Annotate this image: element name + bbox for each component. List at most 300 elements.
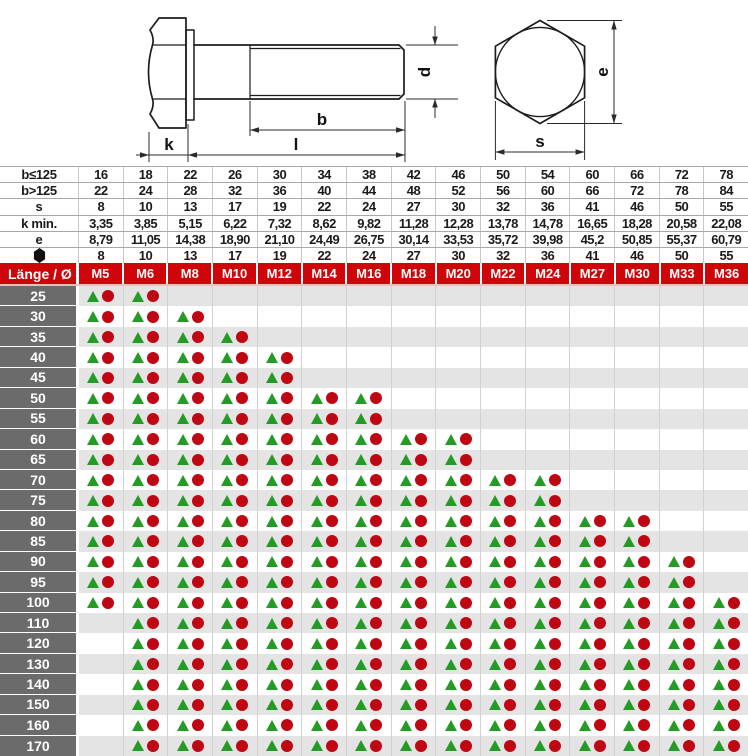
availability-cell <box>570 654 615 674</box>
triangle-icon <box>87 454 99 465</box>
availability-cell <box>615 511 660 531</box>
availability-cell <box>168 450 213 470</box>
dim-value: 55,37 <box>659 232 704 247</box>
availability-cell <box>436 736 481 756</box>
dim-value: 78 <box>703 167 748 182</box>
triangle-icon <box>132 454 144 465</box>
length-label: 25 <box>0 286 76 306</box>
triangle-icon <box>534 516 546 527</box>
dim-value: 36 <box>525 199 570 214</box>
circle-icon <box>594 719 606 731</box>
availability-cell <box>481 490 526 510</box>
triangle-icon <box>489 679 501 690</box>
matrix-row <box>0 613 748 633</box>
triangle-icon <box>668 556 680 567</box>
dim-value: 42 <box>391 167 436 182</box>
triangle-icon <box>132 516 144 527</box>
triangle-icon <box>489 495 501 506</box>
dim-value: 10 <box>123 248 168 263</box>
triangle-icon <box>489 720 501 731</box>
triangle-icon <box>445 434 457 445</box>
triangle-icon <box>266 536 278 547</box>
availability-cell <box>660 715 705 735</box>
availability-cell <box>481 654 526 674</box>
circle-icon <box>326 699 338 711</box>
circle-icon <box>415 576 427 588</box>
availability-cell <box>168 654 213 674</box>
availability-cell <box>347 613 392 633</box>
circle-icon <box>147 495 159 507</box>
circle-icon <box>147 433 159 445</box>
triangle-icon <box>579 740 591 751</box>
availability-cell <box>302 429 347 449</box>
circle-icon <box>192 495 204 507</box>
matrix-row <box>0 715 748 735</box>
triangle-icon <box>579 597 591 608</box>
availability-cell <box>392 593 437 613</box>
circle-icon <box>147 638 159 650</box>
triangle-icon <box>177 372 189 383</box>
circle-icon <box>102 515 114 527</box>
availability-cell <box>615 470 660 490</box>
circle-icon <box>415 495 427 507</box>
triangle-icon <box>177 516 189 527</box>
triangle-icon <box>132 475 144 486</box>
triangle-icon <box>221 434 233 445</box>
availability-cell <box>481 572 526 592</box>
matrix-row <box>0 347 748 367</box>
dim-value: 16 <box>78 167 123 182</box>
circle-icon <box>728 740 740 752</box>
triangle-icon <box>221 659 233 670</box>
availability-cell <box>526 286 571 306</box>
circle-icon <box>281 372 293 384</box>
hexagon-icon <box>33 248 46 263</box>
circle-icon <box>326 679 338 691</box>
availability-cell <box>79 347 124 367</box>
triangle-icon <box>400 495 412 506</box>
triangle-icon <box>221 372 233 383</box>
circle-icon <box>638 658 650 670</box>
triangle-icon <box>355 536 367 547</box>
triangle-icon <box>221 618 233 629</box>
triangle-icon <box>445 618 457 629</box>
availability-cell <box>570 593 615 613</box>
triangle-icon <box>177 740 189 751</box>
dim-value: 22 <box>167 167 212 182</box>
availability-cell <box>168 715 213 735</box>
availability-cell <box>570 613 615 633</box>
availability-cell <box>258 593 303 613</box>
circle-icon <box>415 658 427 670</box>
availability-cell <box>660 429 705 449</box>
availability-cell <box>704 531 748 551</box>
matrix-row <box>0 674 748 694</box>
circle-icon <box>683 576 695 588</box>
triangle-icon <box>266 679 278 690</box>
circle-icon <box>102 454 114 466</box>
triangle-icon <box>177 413 189 424</box>
triangle-icon <box>87 516 99 527</box>
triangle-icon <box>713 638 725 649</box>
availability-cell <box>570 388 615 408</box>
availability-cell <box>570 674 615 694</box>
matrix-column-header: M27 <box>571 263 616 284</box>
availability-cell <box>79 388 124 408</box>
circle-icon <box>549 576 561 588</box>
circle-icon <box>504 576 516 588</box>
dim-table-row <box>0 216 748 232</box>
triangle-icon <box>87 291 99 302</box>
dim-value: 8,79 <box>78 232 123 247</box>
availability-cell <box>570 511 615 531</box>
availability-cell <box>570 368 615 388</box>
matrix-column-header: M16 <box>347 263 392 284</box>
triangle-icon <box>534 659 546 670</box>
circle-icon <box>370 474 382 486</box>
triangle-icon <box>400 638 412 649</box>
triangle-icon <box>713 618 725 629</box>
circle-icon <box>594 658 606 670</box>
dim-row-label: b>125 <box>21 183 57 199</box>
triangle-icon <box>355 434 367 445</box>
circle-icon <box>415 638 427 650</box>
matrix-row <box>0 633 748 653</box>
circle-icon <box>728 638 740 650</box>
dim-value: 14,78 <box>525 216 570 231</box>
availability-cell <box>615 531 660 551</box>
circle-icon <box>504 556 516 568</box>
triangle-icon <box>355 740 367 751</box>
availability-cell <box>660 633 705 653</box>
circle-icon <box>638 617 650 629</box>
dim-value: 35,72 <box>480 232 525 247</box>
dim-value: 26,75 <box>346 232 391 247</box>
availability-cell <box>436 347 481 367</box>
circle-icon <box>281 413 293 425</box>
availability-cell <box>660 674 705 694</box>
availability-cell <box>660 593 705 613</box>
availability-cell <box>258 613 303 633</box>
availability-cell <box>124 429 169 449</box>
availability-cell <box>481 674 526 694</box>
circle-icon <box>504 658 516 670</box>
circle-icon <box>281 535 293 547</box>
circle-icon <box>326 658 338 670</box>
availability-cell <box>124 552 169 572</box>
dim-value: 20,58 <box>659 216 704 231</box>
triangle-icon <box>400 536 412 547</box>
dimension-table <box>0 166 748 263</box>
availability-cell <box>526 490 571 510</box>
dim-value: 22 <box>301 199 346 214</box>
availability-cell <box>570 572 615 592</box>
circle-icon <box>281 658 293 670</box>
circle-icon <box>236 638 248 650</box>
circle-icon <box>638 638 650 650</box>
triangle-icon <box>311 720 323 731</box>
triangle-icon <box>87 434 99 445</box>
dim-value: 9,82 <box>346 216 391 231</box>
circle-icon <box>147 556 159 568</box>
triangle-icon <box>266 659 278 670</box>
availability-cell <box>526 633 571 653</box>
availability-cell <box>481 695 526 715</box>
triangle-icon <box>445 720 457 731</box>
availability-cell <box>213 613 258 633</box>
triangle-icon <box>132 618 144 629</box>
circle-icon <box>281 617 293 629</box>
availability-cell <box>302 695 347 715</box>
availability-cell <box>258 674 303 694</box>
availability-cell <box>347 347 392 367</box>
triangle-icon <box>311 679 323 690</box>
circle-icon <box>370 638 382 650</box>
triangle-icon <box>534 495 546 506</box>
availability-cell <box>213 736 258 756</box>
availability-cell <box>302 654 347 674</box>
availability-cell <box>704 327 748 347</box>
dim-value: 28 <box>167 183 212 198</box>
dim-value: 27 <box>391 199 436 214</box>
availability-cell <box>213 286 258 306</box>
circle-icon <box>594 535 606 547</box>
availability-cell <box>436 511 481 531</box>
availability-cell <box>392 347 437 367</box>
availability-cell <box>347 327 392 347</box>
circle-icon <box>102 556 114 568</box>
availability-cell <box>168 531 213 551</box>
triangle-icon <box>221 536 233 547</box>
triangle-icon <box>87 475 99 486</box>
matrix-row <box>0 695 748 715</box>
availability-cell <box>570 736 615 756</box>
availability-cell <box>79 429 124 449</box>
circle-icon <box>281 699 293 711</box>
triangle-icon <box>489 699 501 710</box>
triangle-icon <box>623 618 635 629</box>
availability-cell <box>436 388 481 408</box>
dim-value: 32 <box>480 199 525 214</box>
circle-icon <box>192 515 204 527</box>
triangle-icon <box>221 740 233 751</box>
circle-icon <box>147 474 159 486</box>
triangle-icon <box>400 434 412 445</box>
circle-icon <box>147 290 159 302</box>
availability-cell <box>570 552 615 572</box>
triangle-icon <box>400 740 412 751</box>
matrix-column-header: M33 <box>661 263 706 284</box>
availability-cell <box>168 429 213 449</box>
triangle-icon <box>579 699 591 710</box>
triangle-icon <box>400 618 412 629</box>
availability-cell <box>481 613 526 633</box>
circle-icon <box>102 372 114 384</box>
availability-cell <box>660 613 705 633</box>
triangle-icon <box>221 332 233 343</box>
triangle-icon <box>445 699 457 710</box>
triangle-icon <box>87 413 99 424</box>
circle-icon <box>504 474 516 486</box>
matrix-column-header: M8 <box>168 263 213 284</box>
availability-cell <box>704 429 748 449</box>
dim-value: 19 <box>257 248 302 263</box>
triangle-icon <box>355 679 367 690</box>
triangle-icon <box>355 618 367 629</box>
dim-value: 66 <box>569 183 614 198</box>
triangle-icon <box>534 618 546 629</box>
triangle-icon <box>445 577 457 588</box>
length-label: 130 <box>0 654 76 674</box>
availability-cell <box>347 736 392 756</box>
triangle-icon <box>87 372 99 383</box>
triangle-icon <box>177 332 189 343</box>
triangle-icon <box>132 679 144 690</box>
triangle-icon <box>177 679 189 690</box>
triangle-icon <box>87 332 99 343</box>
availability-cell <box>526 572 571 592</box>
matrix-row <box>0 306 748 326</box>
circle-icon <box>370 576 382 588</box>
triangle-icon <box>579 659 591 670</box>
availability-cell <box>436 715 481 735</box>
circle-icon <box>102 290 114 302</box>
circle-icon <box>415 433 427 445</box>
circle-icon <box>638 576 650 588</box>
availability-cell <box>302 450 347 470</box>
availability-cell <box>526 695 571 715</box>
triangle-icon <box>266 475 278 486</box>
triangle-icon <box>489 659 501 670</box>
availability-cell <box>481 368 526 388</box>
dim-value: 14,38 <box>167 232 212 247</box>
circle-icon <box>281 719 293 731</box>
availability-cell <box>660 490 705 510</box>
availability-cell <box>526 347 571 367</box>
triangle-icon <box>177 556 189 567</box>
availability-cell <box>526 327 571 347</box>
availability-cell <box>436 695 481 715</box>
availability-cell <box>660 409 705 429</box>
length-label: 95 <box>0 572 76 592</box>
availability-cell <box>392 674 437 694</box>
availability-cell <box>302 327 347 347</box>
triangle-icon <box>355 516 367 527</box>
triangle-icon <box>668 659 680 670</box>
availability-cell <box>168 470 213 490</box>
circle-icon <box>192 311 204 323</box>
length-label: 65 <box>0 450 76 470</box>
triangle-icon <box>579 638 591 649</box>
availability-cell <box>79 470 124 490</box>
matrix-column-header: M22 <box>482 263 527 284</box>
length-label: 170 <box>0 736 76 756</box>
availability-cell <box>302 736 347 756</box>
circle-icon <box>147 699 159 711</box>
triangle-icon <box>132 699 144 710</box>
triangle-icon <box>221 352 233 363</box>
circle-icon <box>460 719 472 731</box>
dim-label-e: e <box>593 67 612 77</box>
circle-icon <box>192 474 204 486</box>
dim-row-label: b≤125 <box>21 167 57 183</box>
availability-cell <box>124 327 169 347</box>
dim-value: 84 <box>703 183 748 198</box>
availability-cell <box>213 470 258 490</box>
availability-cell <box>481 531 526 551</box>
dim-value: 22,08 <box>703 216 748 231</box>
dim-value: 10 <box>123 199 168 214</box>
availability-cell <box>168 286 213 306</box>
availability-cell <box>258 388 303 408</box>
availability-cell <box>704 674 748 694</box>
availability-cell <box>79 593 124 613</box>
triangle-icon <box>623 740 635 751</box>
availability-cell <box>660 286 705 306</box>
length-label: 160 <box>0 715 76 735</box>
availability-cell <box>79 736 124 756</box>
availability-cell <box>660 654 705 674</box>
dim-label-b: b <box>316 110 328 129</box>
triangle-icon <box>668 597 680 608</box>
availability-cell <box>213 552 258 572</box>
length-label: 85 <box>0 531 76 551</box>
availability-cell <box>436 429 481 449</box>
availability-cell <box>704 633 748 653</box>
length-label: 120 <box>0 633 76 653</box>
matrix-row <box>0 572 748 592</box>
triangle-icon <box>534 475 546 486</box>
availability-cell <box>392 490 437 510</box>
availability-cell <box>168 572 213 592</box>
circle-icon <box>236 331 248 343</box>
circle-icon <box>147 535 159 547</box>
circle-icon <box>236 658 248 670</box>
availability-cell <box>392 450 437 470</box>
circle-icon <box>192 658 204 670</box>
availability-cell <box>168 347 213 367</box>
circle-icon <box>326 719 338 731</box>
availability-cell <box>302 347 347 367</box>
availability-cell <box>79 306 124 326</box>
availability-cell <box>392 654 437 674</box>
circle-icon <box>326 515 338 527</box>
circle-icon <box>415 556 427 568</box>
availability-cell <box>347 715 392 735</box>
triangle-icon <box>400 679 412 690</box>
circle-icon <box>638 679 650 691</box>
availability-cell <box>302 613 347 633</box>
triangle-icon <box>534 740 546 751</box>
circle-icon <box>728 719 740 731</box>
availability-cell <box>79 409 124 429</box>
circle-icon <box>236 556 248 568</box>
availability-cell <box>79 633 124 653</box>
availability-cell <box>168 327 213 347</box>
availability-cell <box>258 368 303 388</box>
triangle-icon <box>132 372 144 383</box>
triangle-icon <box>489 536 501 547</box>
availability-cell <box>124 613 169 633</box>
circle-icon <box>460 454 472 466</box>
availability-cell <box>213 347 258 367</box>
availability-cell <box>704 450 748 470</box>
availability-cell <box>213 715 258 735</box>
availability-cell <box>258 695 303 715</box>
availability-cell <box>526 613 571 633</box>
dim-value: 26 <box>212 167 257 182</box>
circle-icon <box>549 474 561 486</box>
